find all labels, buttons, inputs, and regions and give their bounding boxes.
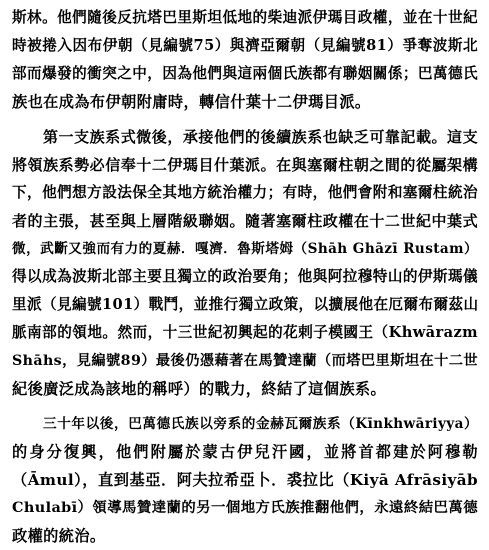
text-line: 里派（見編號101）戰鬥，並推行獨立政策，以擴展他在厄爾布爾茲山 — [12, 296, 479, 313]
text-line: 得以成為波斯北部主要且獨立的政治要角；他與阿拉穆特山的伊斯瑪儀 — [12, 268, 478, 285]
text-line: 三十年以後，巴萬德氏族以旁系的金赫瓦爾族系（Kīnkhwāriyya） — [43, 416, 478, 432]
text-line: 族也在成為布伊朝附庸時，轉信什葉十二伊瑪目派。 — [12, 93, 371, 111]
text-line: 斯林。他們隨後反抗塔巴里斯坦低地的柴迪派伊瑪目政權，並在十世紀 — [12, 9, 478, 26]
paragraph-gap — [12, 403, 478, 410]
paragraph-3 — [12, 410, 478, 550]
text-line: 下，他們想方設法保全其地方統治權力；有時，他們會附和塞爾柱統治 — [12, 184, 478, 201]
text-line: 脈南部的領地。然而，十三世紀初興起的花剌子模國王（Khwārazm — [12, 324, 478, 341]
paragraph-gap — [12, 116, 478, 123]
text-line: 微，武斷又強而有力的夏赫．嘎濟．魯斯塔姆（Shāh Ghāzī Rustam） — [12, 241, 478, 257]
text-line: Shāhs，見編號89）最後仍憑藉著在馬贊達蘭（而塔巴里斯坦在十二世 — [12, 353, 478, 369]
text-line: 時被捲入因布伊朝（見編號75）與濟亞爾朝（見編號81）爭奪波斯北 — [12, 37, 478, 54]
text-line: （Āmul），直到基亞．阿夫拉希亞卜．裘拉比（Kiyā Afrāsiyāb — [12, 471, 478, 489]
text-line: 者的主張，甚至與上層階級聯姻。隨著塞爾柱政權在十二世紀中葉式 — [12, 212, 478, 230]
paragraph-1 — [12, 4, 478, 116]
document-page — [12, 4, 478, 550]
text-line: Chulabī）領導馬贊達蘭的另一個地方氏族推翻他們，永遠終結巴萬德 — [12, 499, 478, 516]
text-line: 部而爆發的衝突之中，因為他們與這兩個氏族都有聯姻關係；巴萬德氏 — [12, 65, 478, 82]
text-line: 第一支族系式微後，承接他們的後續族系也缺乏可靠記載。這支 — [43, 128, 478, 146]
text-line: 政權的統治。 — [12, 527, 106, 545]
text-line: 紀後廣泛成為該地的稱呼）的戰力，終結了這個族系。 — [12, 380, 387, 398]
paragraph-2 — [12, 123, 478, 403]
text-line: 的身分復興，他們附屬於蒙古伊兒汗國，並將首都建於阿穆勒 — [12, 443, 478, 461]
text-line: 將領族系勢必信奉十二伊瑪目什葉派。在與塞爾柱朝之間的從屬架構 — [12, 156, 478, 174]
